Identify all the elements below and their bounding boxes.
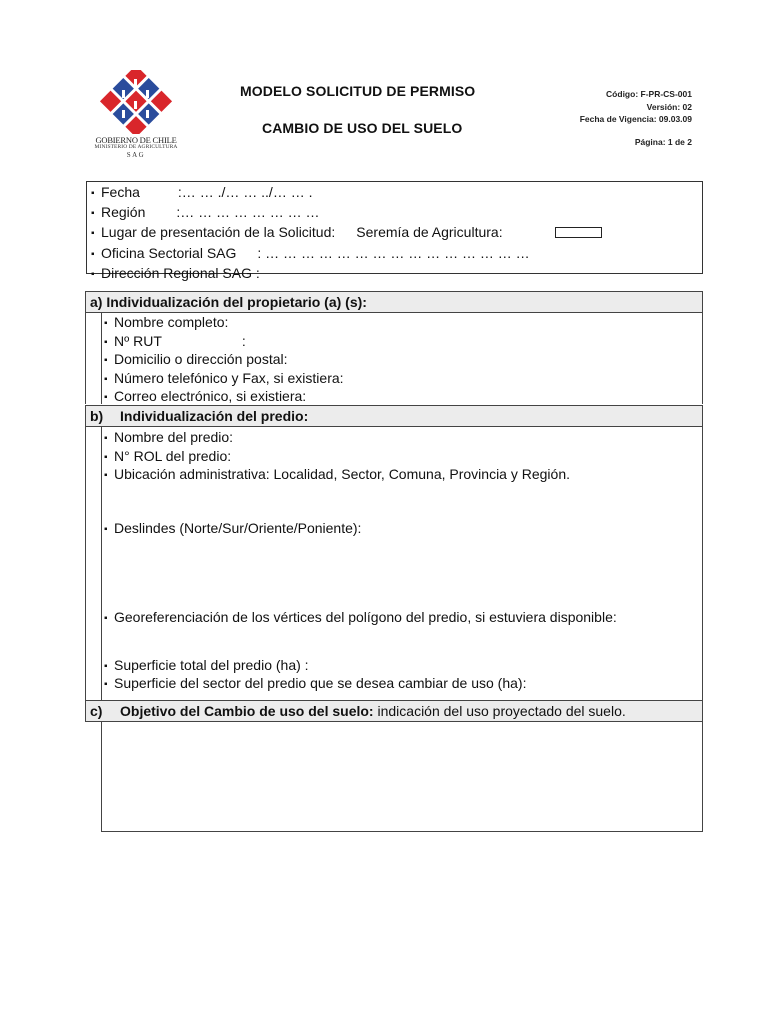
fecha-field[interactable]: :… … ./… … ../… … .	[177, 184, 313, 200]
correo-label: Correo electrónico, si existiera:	[114, 388, 307, 404]
logo-text-ministerio: MINISTERIO DE AGRICULTURA	[94, 144, 178, 150]
section-c-title: Objetivo del Cambio de uso del suelo:	[120, 703, 374, 719]
rol-predio-label: N° ROL del predio:	[114, 447, 232, 464]
section-a-label: a)	[90, 294, 103, 310]
section-b-left-column	[85, 427, 101, 700]
oficina-field[interactable]: : … … … … … … … … … … … … … … …	[257, 244, 530, 261]
list-item	[104, 657, 702, 676]
list-item	[104, 314, 702, 333]
region-row	[91, 203, 702, 223]
rut-label: Nº RUT	[114, 332, 162, 349]
page-number-text: Página: 1 de 2	[634, 136, 692, 147]
oficina-row	[91, 244, 702, 264]
section-a-header	[85, 291, 703, 313]
version-text: Versión: 02	[646, 101, 692, 112]
direccion-label: Dirección Regional SAG :	[101, 264, 260, 281]
logo-text-gobierno: GOBIERNO DE CHILE	[95, 135, 177, 145]
section-a-left-column	[85, 313, 101, 404]
georeferenciacion-label: Georeferenciación de los vértices del polígono del predio, si estuviera disponible:	[114, 609, 617, 625]
bullet-icon: ▪	[91, 268, 95, 280]
region-label: Región	[101, 204, 146, 221]
bullet-icon: ▪	[104, 433, 108, 444]
bullet-icon: ▪	[104, 355, 108, 366]
lugar-label: Lugar de presentación de la Solicitud:	[101, 224, 336, 241]
bullet-icon: ▪	[104, 660, 108, 672]
bullet-icon: ▪	[104, 373, 108, 385]
list-item	[104, 429, 702, 448]
list-item	[104, 609, 702, 628]
section-b-label: b)	[90, 408, 104, 424]
bullet-icon: ▪	[91, 248, 95, 260]
bullet-icon: ▪	[91, 208, 95, 220]
document-subtitle: CAMBIO DE USO DEL SUELO	[262, 120, 463, 136]
superficie-total-label: Superficie total del predio (ha) :	[114, 656, 309, 673]
deslindes-label: Deslindes (Norte/Sur/Oriente/Poniente):	[114, 519, 362, 536]
logo-text-sag: SAG	[126, 151, 146, 159]
superficie-sector-label: Superficie del sector del predio que se desea cambiar de uso (ha):	[114, 675, 527, 691]
telefono-label: Número telefónico y Fax, si existiera:	[114, 369, 344, 386]
bullet-icon: ▪	[104, 470, 108, 481]
bullet-icon: ▪	[104, 679, 108, 690]
rut-colon: :	[241, 332, 246, 349]
document-metadata	[580, 88, 692, 148]
section-b-content	[101, 427, 703, 700]
bullet-icon: ▪	[104, 318, 108, 329]
sag-emblem-icon	[100, 70, 172, 134]
bullet-icon: ▪	[91, 188, 95, 199]
fecha-row	[91, 183, 702, 203]
nombre-completo-label: Nombre completo:	[114, 314, 229, 330]
domicilio-label: Domicilio o dirección postal:	[114, 351, 288, 367]
section-c-label: c)	[90, 703, 103, 719]
section-c-header	[85, 700, 703, 722]
solicitud-table	[85, 291, 703, 832]
document-title: MODELO SOLICITUD DE PERMISO	[240, 83, 476, 99]
ubicacion-label: Ubicación administrativa: Localidad, Sector, Comuna, Provincia y Región.	[114, 466, 571, 482]
list-item	[104, 351, 702, 370]
list-item	[104, 333, 702, 352]
section-b-title: Individualización del predio:	[120, 408, 309, 424]
lugar-row	[91, 223, 702, 243]
list-item	[104, 370, 702, 389]
section-a-title: Individualización del propietario (a) (s):	[106, 294, 367, 310]
seremia-checkbox[interactable]	[555, 227, 602, 238]
bullet-icon: ▪	[104, 523, 108, 535]
oficina-label: Oficina Sectorial SAG	[101, 244, 237, 261]
gobierno-de-chile-logo	[86, 70, 186, 162]
fecha-label: Fecha	[101, 184, 140, 200]
section-c-description: indicación del uso proyectado del suelo.	[373, 703, 626, 719]
nombre-predio-label: Nombre del predio:	[114, 429, 234, 445]
general-info-box	[86, 181, 703, 281]
section-b-header	[85, 405, 703, 427]
list-item	[104, 388, 702, 407]
bullet-icon: ▪	[91, 228, 95, 240]
codigo-text: Código: F-PR-CS-001	[606, 89, 692, 99]
list-item	[104, 520, 702, 539]
bullet-icon: ▪	[104, 336, 108, 348]
objetivo-text-area[interactable]	[101, 721, 703, 832]
bullet-icon: ▪	[104, 392, 108, 403]
region-field[interactable]: :… … … … … … … …	[176, 204, 320, 221]
list-item	[104, 448, 702, 467]
seremia-label: Seremía de Agricultura:	[356, 224, 503, 241]
bullet-icon: ▪	[104, 613, 108, 624]
bullet-icon: ▪	[104, 451, 108, 463]
fecha-vigencia-text: Fecha de Vigencia: 09.03.09	[579, 114, 692, 124]
direccion-row	[91, 264, 702, 284]
list-item	[104, 675, 702, 694]
section-a-content	[101, 313, 703, 404]
list-item	[104, 466, 702, 485]
